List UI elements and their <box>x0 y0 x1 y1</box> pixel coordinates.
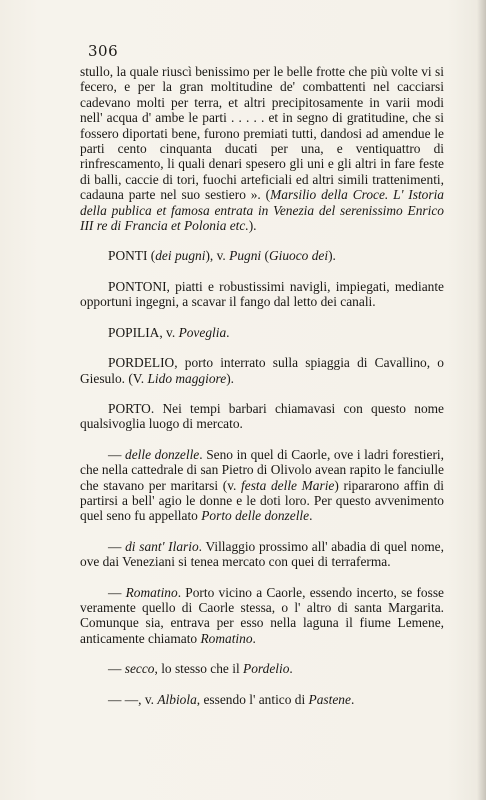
entry-text: , lo stesso che il <box>154 661 244 677</box>
italic-text: delle donzelle <box>125 446 200 462</box>
entry-text: ) ripararono affin di partirsi a bell' agio le donne e le doti loro. Per questo avvenimento quel seno fu appellato <box>80 477 444 524</box>
italic-text: Giuoco dei <box>268 248 329 264</box>
entry-text: ). <box>328 248 336 264</box>
entry-text: PONTONI, piatti e robustissimi navigli, impiegati, mediante opportuni ingegni, a scavar il fango dal letto dei canali. <box>80 278 444 310</box>
italic-text: festa delle Marie <box>241 477 335 493</box>
entry-text: . <box>350 691 355 707</box>
entry-text: , essendo l' antico di <box>196 691 309 707</box>
entry-text: — <box>108 661 125 677</box>
entry-text: — <box>108 584 126 600</box>
entry-porto-albiola <box>80 692 444 707</box>
entry-text: . Porto vicino a Caorle, essendo incerto, se fosse veramente quello di Caorle stessa, o l' altro di santa Margarita. Comunque sia, entrava per esso nella laguna il fiume Lemene, anticamente chiamato <box>80 584 444 646</box>
entry-text: PORDELIO, porto interrato sulla spiaggia di Cavallino, o Giesulo. (V. <box>80 355 444 386</box>
italic-text: Romatino <box>125 584 178 600</box>
italic-text: di sant' Ilario <box>125 538 199 554</box>
entry-text: ( <box>261 248 269 264</box>
entry-text: ). <box>226 370 235 386</box>
entry-text: — <box>108 446 125 462</box>
continuation-paragraph <box>80 64 444 233</box>
page-edge-shadow <box>477 0 486 800</box>
entry-porto-sant-ilario <box>80 539 444 570</box>
italic-text: Lido maggiore <box>147 370 227 386</box>
entry-text: PORTO. Nei tempi barbari chiamavasi con questo nome qualsivoglia luogo di mercato. <box>80 400 444 432</box>
citation: Marsilio della Croce. L' Istoria della publica et famosa entrata in Venezia del serenissimo Enrico III re di Francia et Polonia etc. <box>80 187 444 234</box>
italic-text: secco <box>124 661 155 677</box>
entry-porto-romatino <box>80 585 444 647</box>
italic-text: Albiola <box>157 691 197 707</box>
entry-pordelio <box>80 355 444 386</box>
italic-text: Pastene <box>308 691 351 707</box>
entry-popilia <box>80 325 444 340</box>
entry-text: ), v. <box>205 248 230 264</box>
page-number: 306 <box>88 42 119 60</box>
entry-text: — <box>108 538 126 554</box>
italic-text: dei pugni <box>155 248 206 264</box>
entry-porto <box>80 401 444 432</box>
entry-text: . Seno in quel di Caorle, ove i ladri forestieri, che nella cattedrale di san Pietro di Olivolo avean rapito le fanciulle che stavano per maritarsi (v. <box>80 446 445 493</box>
entry-text: — —, v. <box>108 691 158 707</box>
continuation-text: stullo, la quale riuscì benissimo per le belle frotte che più volte vi si fecero, e per la gran moltitudine de' combattenti nel cacciarsi cadevano molti per terra, et altri precipitosamente in varii modi nell' acqua d' ambe le parti . . . . . et in segno di gratitudine, che si fossero diportati bene, furono premiati tutti, dandosi ad amendue le parti cento cinquanta ducati per una, e ventiquattro di rinfrescamento, li quali denari spesero gli uni e gli altri in fare feste di balli, caccie di tori, fuochi arteficiali ed altri simili trattenimenti, cadauna parte nel suo sestiero ». ( <box>80 64 444 203</box>
citation-end: ). <box>248 218 257 234</box>
page-body <box>80 64 444 707</box>
italic-text: Romatino <box>200 630 253 646</box>
entry-porto-delle-donzelle <box>80 447 444 524</box>
italic-text: Poveglia <box>178 324 227 340</box>
entry-text: PONTI ( <box>108 248 156 264</box>
italic-text: Pugni <box>229 248 262 264</box>
entry-text: . Villaggio prossimo all' abadia di quel nome, ove dai Veneziani si tenea mercato con quei di terraferma. <box>80 538 444 570</box>
entry-ponti <box>80 248 444 263</box>
entry-text: . <box>309 508 313 524</box>
italic-text: Pordelio <box>243 661 290 677</box>
entry-text: . <box>289 661 293 677</box>
entry-porto-secco <box>80 661 444 676</box>
entry-pontoni <box>80 279 444 310</box>
italic-text: Porto delle donzelle <box>201 508 310 524</box>
entry-text: . <box>226 324 230 340</box>
entry-text: . <box>252 630 256 646</box>
entry-text: POPILIA, v. <box>108 324 179 340</box>
